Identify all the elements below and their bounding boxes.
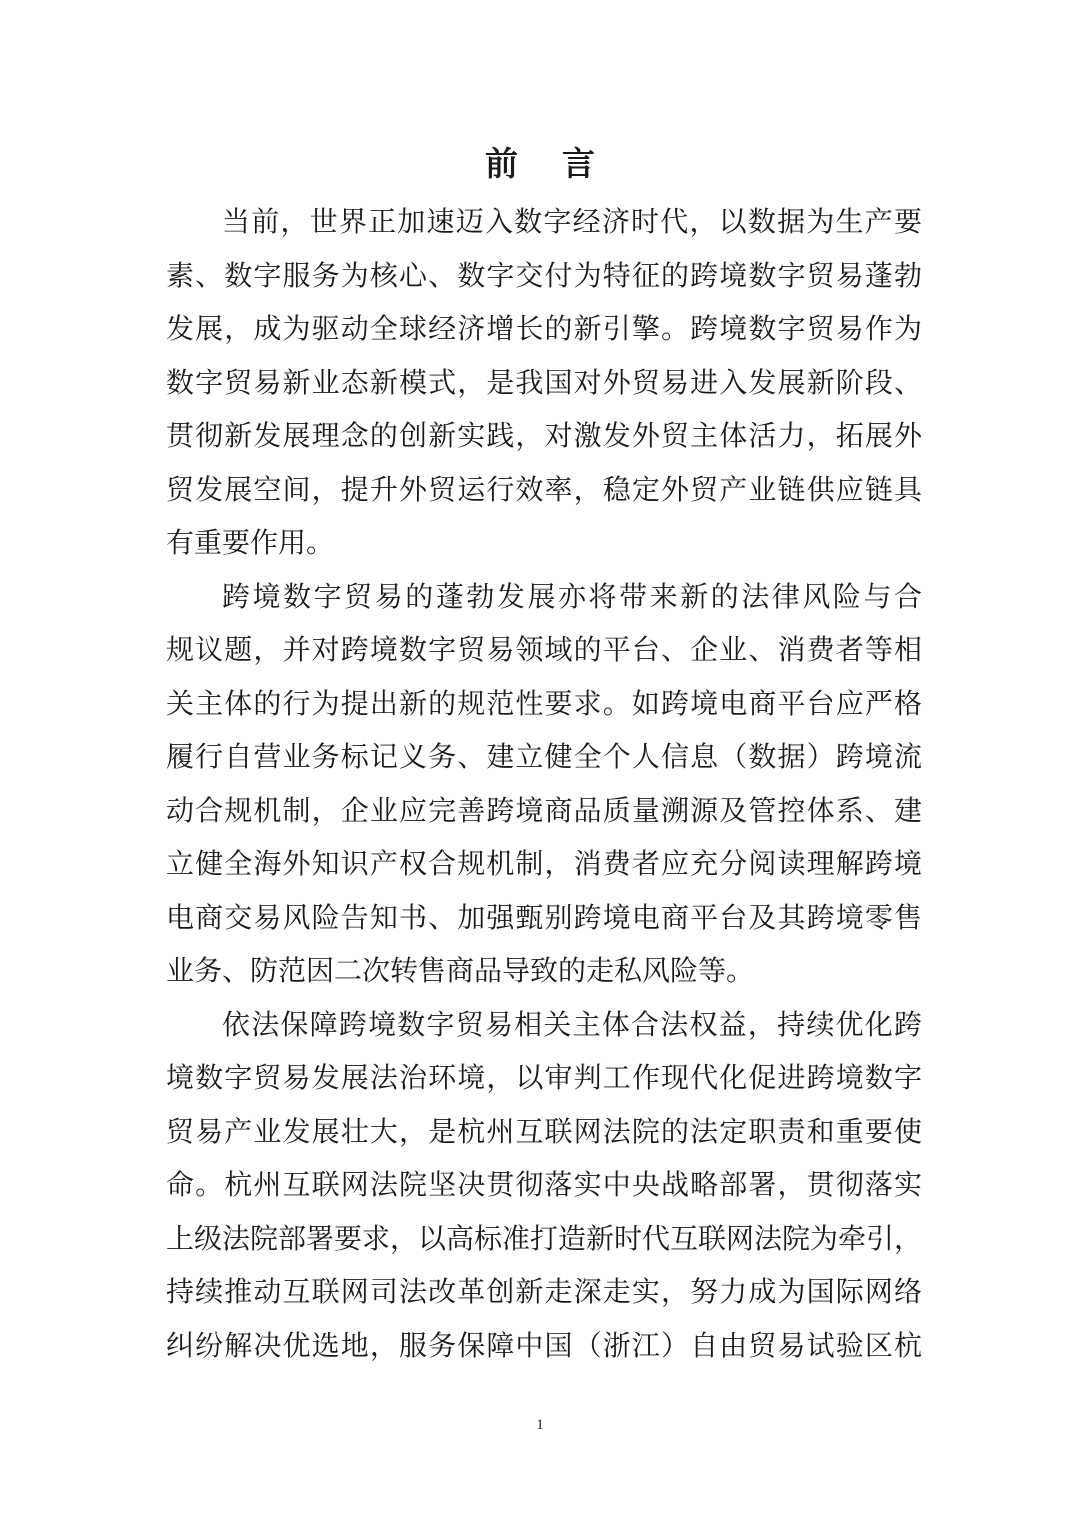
text-line: 有重要作用。 <box>166 526 335 559</box>
text-line: 境数字贸易发展法治环境，以审判工作现代化促进跨境数字 <box>166 1061 922 1094</box>
text-line: 命。杭州互联网法院坚决贯彻落实中央战略部署，贯彻落实 <box>166 1168 922 1201</box>
text-line: 发展，成为驱动全球经济增长的新引擎。跨境数字贸易作为 <box>166 312 922 345</box>
text-line: 上级法院部署要求，以高标准打造新时代互联网法院为牵引， <box>166 1221 923 1255</box>
text-line: 贯彻新发展理念的创新实践，对激发外贸主体活力，拓展外 <box>166 419 922 452</box>
body-text <box>166 195 922 1372</box>
text-line: 当前，世界正加速迈入数字经济时代，以数据为生产要 <box>222 205 922 238</box>
page-number: 1 <box>536 1417 544 1433</box>
text-line: 业务、防范因二次转售商品导致的走私风险等。 <box>166 954 755 987</box>
text-line: 贸易产业发展壮大，是杭州互联网法院的法定职责和重要使 <box>166 1114 922 1148</box>
page-title: 前言 <box>485 144 639 183</box>
text-line: 素、数字服务为核心、数字交付为特征的跨境数字贸易蓬勃 <box>166 258 922 292</box>
text-line: 跨境数字贸易的蓬勃发展亦将带来新的法律风险与合 <box>222 579 922 613</box>
text-line: 贸发展空间，提升外贸运行效率，稳定外贸产业链供应链具 <box>166 472 922 506</box>
text-line: 立健全海外知识产权合规机制，消费者应充分阅读理解跨境 <box>166 847 922 880</box>
text-line: 持续推动互联网司法改革创新走深走实，努力成为国际网络 <box>166 1275 922 1308</box>
text-line: 纠纷解决优选地，服务保障中国（浙江）自由贸易试验区杭 <box>166 1328 922 1362</box>
text-line: 数字贸易新业态新模式，是我国对外贸易进入发展新阶段、 <box>166 365 922 399</box>
text-line: 依法保障跨境数字贸易相关主体合法权益，持续优化跨 <box>222 1007 922 1041</box>
text-line: 电商交易风险告知书、加强甄别跨境电商平台及其跨境零售 <box>166 900 922 934</box>
text-line: 关主体的行为提出新的规范性要求。如跨境电商平台应严格 <box>166 686 922 720</box>
text-line: 规议题，并对跨境数字贸易领域的平台、企业、消费者等相 <box>166 633 922 666</box>
text-line: 动合规机制，企业应完善跨境商品质量溯源及管控体系、建 <box>166 793 922 827</box>
text-line: 履行自营业务标记义务、建立健全个人信息（数据）跨境流 <box>166 740 922 773</box>
